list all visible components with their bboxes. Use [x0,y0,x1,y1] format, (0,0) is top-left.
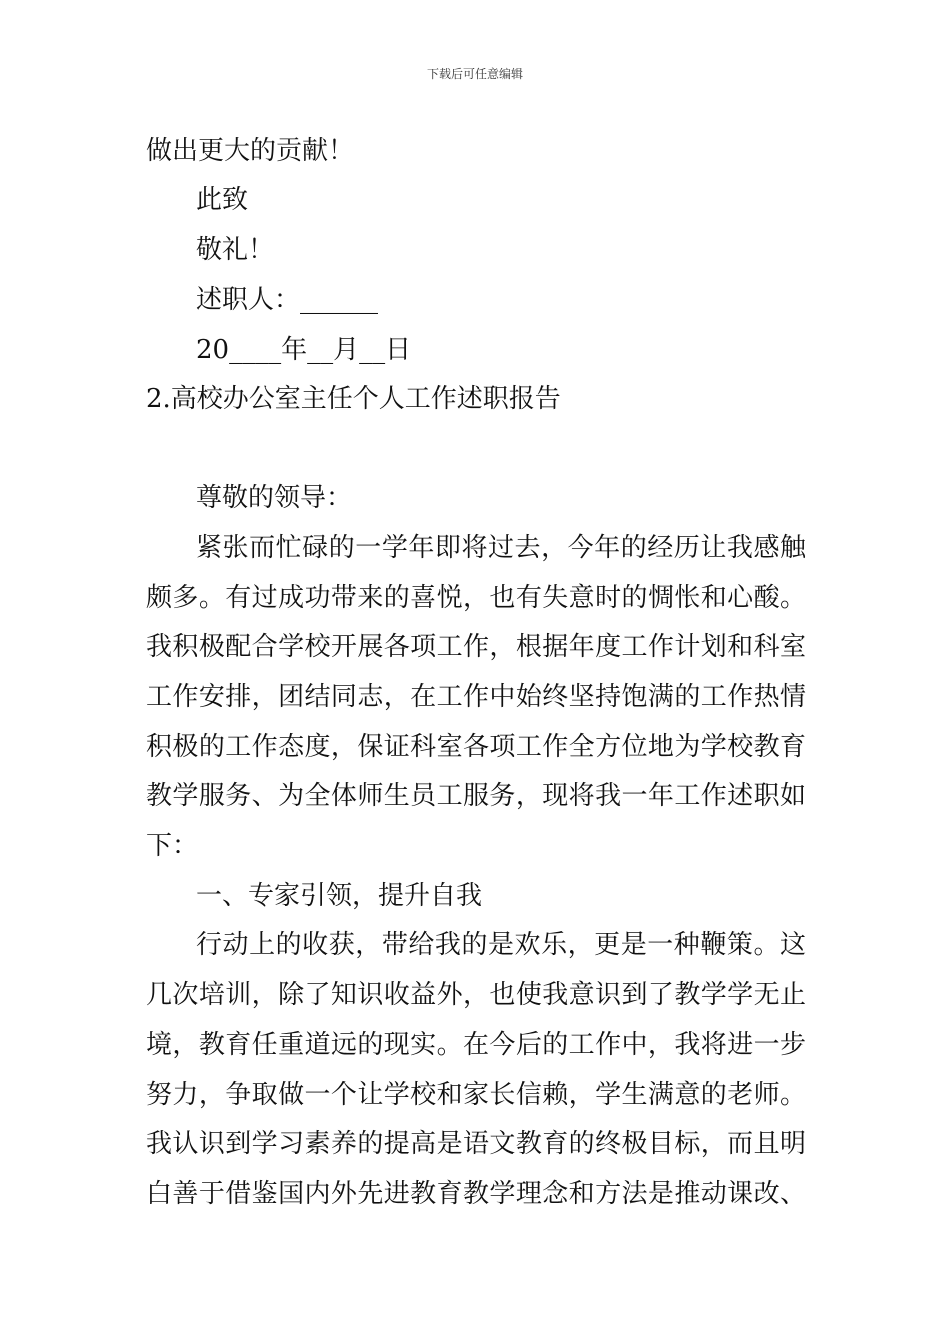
signature-line: 述职人：______ [196,285,379,315]
paragraph-line: 行动上的收获，带给我的是欢乐，更是一种鞭策。这 [196,930,806,960]
date-line: 20____年__月__日 [196,335,412,365]
paragraph-line: 积极的工作态度，保证科室各项工作全方位地为学校教育 [146,732,806,762]
paragraph-line: 颇多。有过成功带来的喜悦，也有失意时的惆怅和心酸。 [146,583,806,613]
closing-line: 做出更大的贡献！ [146,136,355,166]
section-title: 2.高校办公室主任个人工作述职报告 [146,384,561,414]
greeting: 尊敬的领导： [196,483,353,513]
paragraph-line: 我积极配合学校开展各项工作，根据年度工作计划和科室 [146,632,806,662]
paragraph-line: 下： [146,831,199,861]
paragraph-line: 努力，争取做一个让学校和家长信赖，学生满意的老师。 [146,1080,806,1110]
paragraph-line: 紧张而忙碌的一学年即将过去，今年的经历让我感触 [196,533,806,563]
paragraph-line: 教学服务、为全体师生员工服务，现将我一年工作述职如 [146,781,806,811]
subsection-heading: 一、专家引领，提升自我 [196,881,483,911]
paragraph-line: 我认识到学习素养的提高是语文教育的终极目标，而且明 [146,1129,806,1159]
page-header: 下载后可任意编辑 [426,67,523,81]
salutation-jingli: 敬礼！ [196,235,275,265]
paragraph-line: 白善于借鉴国内外先进教育教学理念和方法是推动课改、 [146,1179,806,1209]
paragraph-line: 境，教育任重道远的现实。在今后的工作中，我将进一步 [146,1030,806,1060]
paragraph-line: 工作安排，团结同志，在工作中始终坚持饱满的工作热情 [146,682,806,712]
paragraph-line: 几次培训，除了知识收益外，也使我意识到了教学学无止 [146,980,806,1010]
salutation-cizhi: 此致 [196,185,249,215]
